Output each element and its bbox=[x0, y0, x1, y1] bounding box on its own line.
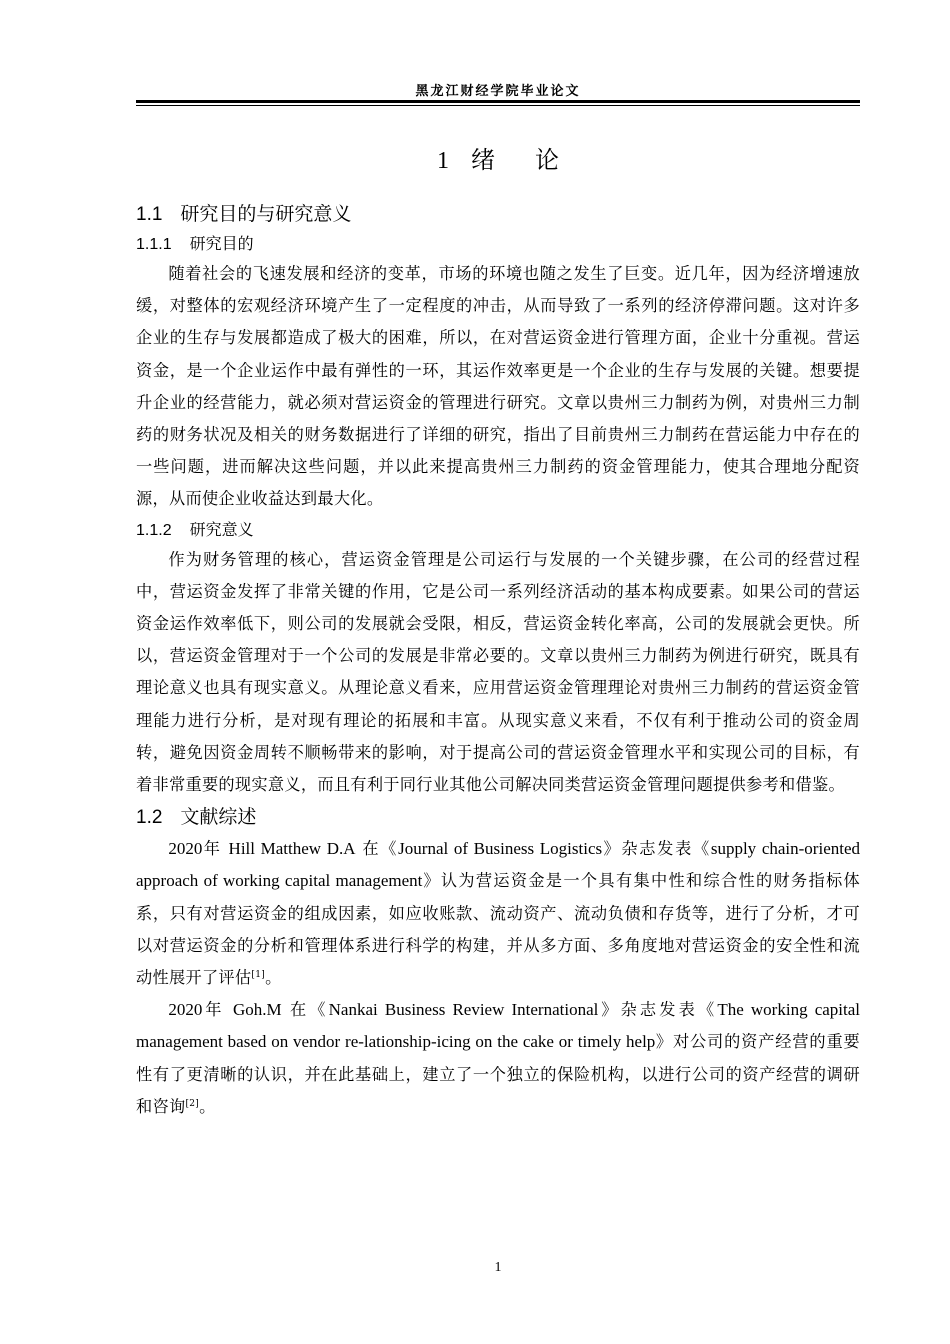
subsection-number: 1.1.1 bbox=[136, 236, 172, 253]
chapter-title bbox=[136, 140, 860, 175]
paragraph-research-significance: 作为财务管理的核心，营运资金管理是公司运行与发展的一个关键步骤，在公司的经营过程中，营运资金发挥了非常关键的作用，它是公司一系列经济活动的基本构成要素。如果公司的营运资金运作效率低下，则公司的发展就会受限，相反，营运资金转化率高，公司的发展就会更快。所以，营运资金管理对于一个公司的发展是非常必要的。文章以贵州三力制药为例进行研究，既具有理论意义也具有现实意义。从理论意义看来，应用营运资金管理理论对贵州三力制药的营运资金管理能力进行分析，是对现有理论的拓展和丰富。从现实意义来看，不仅有利于推动公司的资金周转，避免因资金周转不顺畅带来的影响，对于提高公司的营运资金管理水平和实现公司的目标，有着非常重要的现实意义，而且有利于同行业其他公司解决同类营运资金管理问题提供参考和借鉴。 bbox=[136, 549, 860, 795]
chapter-number: 1 bbox=[437, 148, 449, 174]
section-title: 研究目的与研究意义 bbox=[180, 203, 352, 225]
text-fragment: 。 bbox=[265, 968, 282, 988]
header-rule-thick bbox=[136, 100, 860, 103]
journal-name: Journal of Business Logistics bbox=[398, 839, 603, 859]
section-number: 1.1 bbox=[136, 204, 163, 225]
page-number: 1 bbox=[494, 1260, 502, 1275]
article-title: supply chain-oriented approach of working capital management bbox=[136, 839, 861, 891]
subsection-number: 1.1.2 bbox=[136, 521, 172, 539]
year: 2020 bbox=[168, 839, 203, 859]
paragraph-literature-1 bbox=[136, 833, 860, 994]
text-fragment: 。 bbox=[199, 1096, 216, 1116]
text-fragment: 年 bbox=[202, 1000, 225, 1020]
subsection-title: 研究目的 bbox=[189, 234, 254, 253]
subsection-heading-1-1-2 bbox=[136, 516, 860, 544]
text-fragment: 》对公司的资产经营的重要性有了更清晰的认识，并在此基础上，建立了一个独立的保险机构，以进行公司的资产经营的调研和咨询 bbox=[136, 1032, 860, 1116]
article-title: The working capital management based on vendor re-lationship-icing on the cake or timely help bbox=[136, 1000, 860, 1052]
journal-name: Nankai Business Review International bbox=[328, 1000, 599, 1020]
text-fragment: 在《 bbox=[362, 839, 399, 859]
text-fragment: 在《 bbox=[289, 1000, 329, 1020]
text-fragment: 》杂志发表《 bbox=[602, 839, 711, 859]
citation-ref-2: [2] bbox=[185, 1098, 200, 1109]
text-fragment: 》杂志发表《 bbox=[598, 1000, 718, 1020]
chapter-title-char-1: 绪 bbox=[471, 146, 495, 174]
subsection-title: 研究意义 bbox=[189, 519, 254, 539]
author: Hill Matthew D.A bbox=[228, 839, 356, 859]
chapter-title-char-2: 论 bbox=[535, 146, 559, 174]
year: 2020 bbox=[168, 1000, 203, 1020]
section-number: 1.2 bbox=[136, 807, 163, 829]
section-heading-1-1 bbox=[136, 198, 860, 230]
text-fragment: 》认为营运资金是一个具有集中性和综合性的财务指标体系，只有对营运资金的组成因素，如应收账款、流动资产、流动负债和存货等，进行了分析，才可以对营运资金的分析和管理体系进行科学的构建，并从多方面、多角度地对营运资金的安全性和流动性展开了评估 bbox=[136, 871, 861, 988]
citation-ref-1: [1] bbox=[251, 970, 266, 981]
section-heading-1-2 bbox=[136, 801, 860, 833]
section-title: 文献综述 bbox=[180, 806, 257, 829]
header-rule-thin bbox=[136, 105, 860, 106]
subsection-heading-1-1-1 bbox=[136, 230, 860, 258]
author: Goh.M bbox=[232, 1000, 282, 1020]
text-fragment: 年 bbox=[202, 839, 222, 859]
paragraph-literature-2 bbox=[136, 994, 860, 1123]
paragraph-research-purpose: 随着社会的飞速发展和经济的变革，市场的环境也随之发生了巨变。近几年，因为经济增速放缓，对整体的宏观经济环境产生了一定程度的冲击，从而导致了一系列的经济停滞问题。这对许多企业的生存与发展都造成了极大的困难，所以，在对营运资金进行管理方面，企业十分重视。营运资金，是一个企业运作中最有弹性的一环，其运作效率更是一个企业的生存与发展的关键。想要提升企业的经营能力，就必须对营运资金的管理进行研究。文章以贵州三力制药为例，对贵州三力制药的财务状况及相关的财务数据进行了详细的研究，指出了目前贵州三力制药在营运能力中存在的一些问题，进而解决这些问题，并以此来提高贵州三力制药的资金管理能力，使其合理地分配资源，从而使企业收益达到最大化。 bbox=[136, 264, 860, 509]
body-content bbox=[136, 198, 860, 1123]
running-header: 黑龙江财经学院毕业论文 bbox=[415, 84, 581, 99]
